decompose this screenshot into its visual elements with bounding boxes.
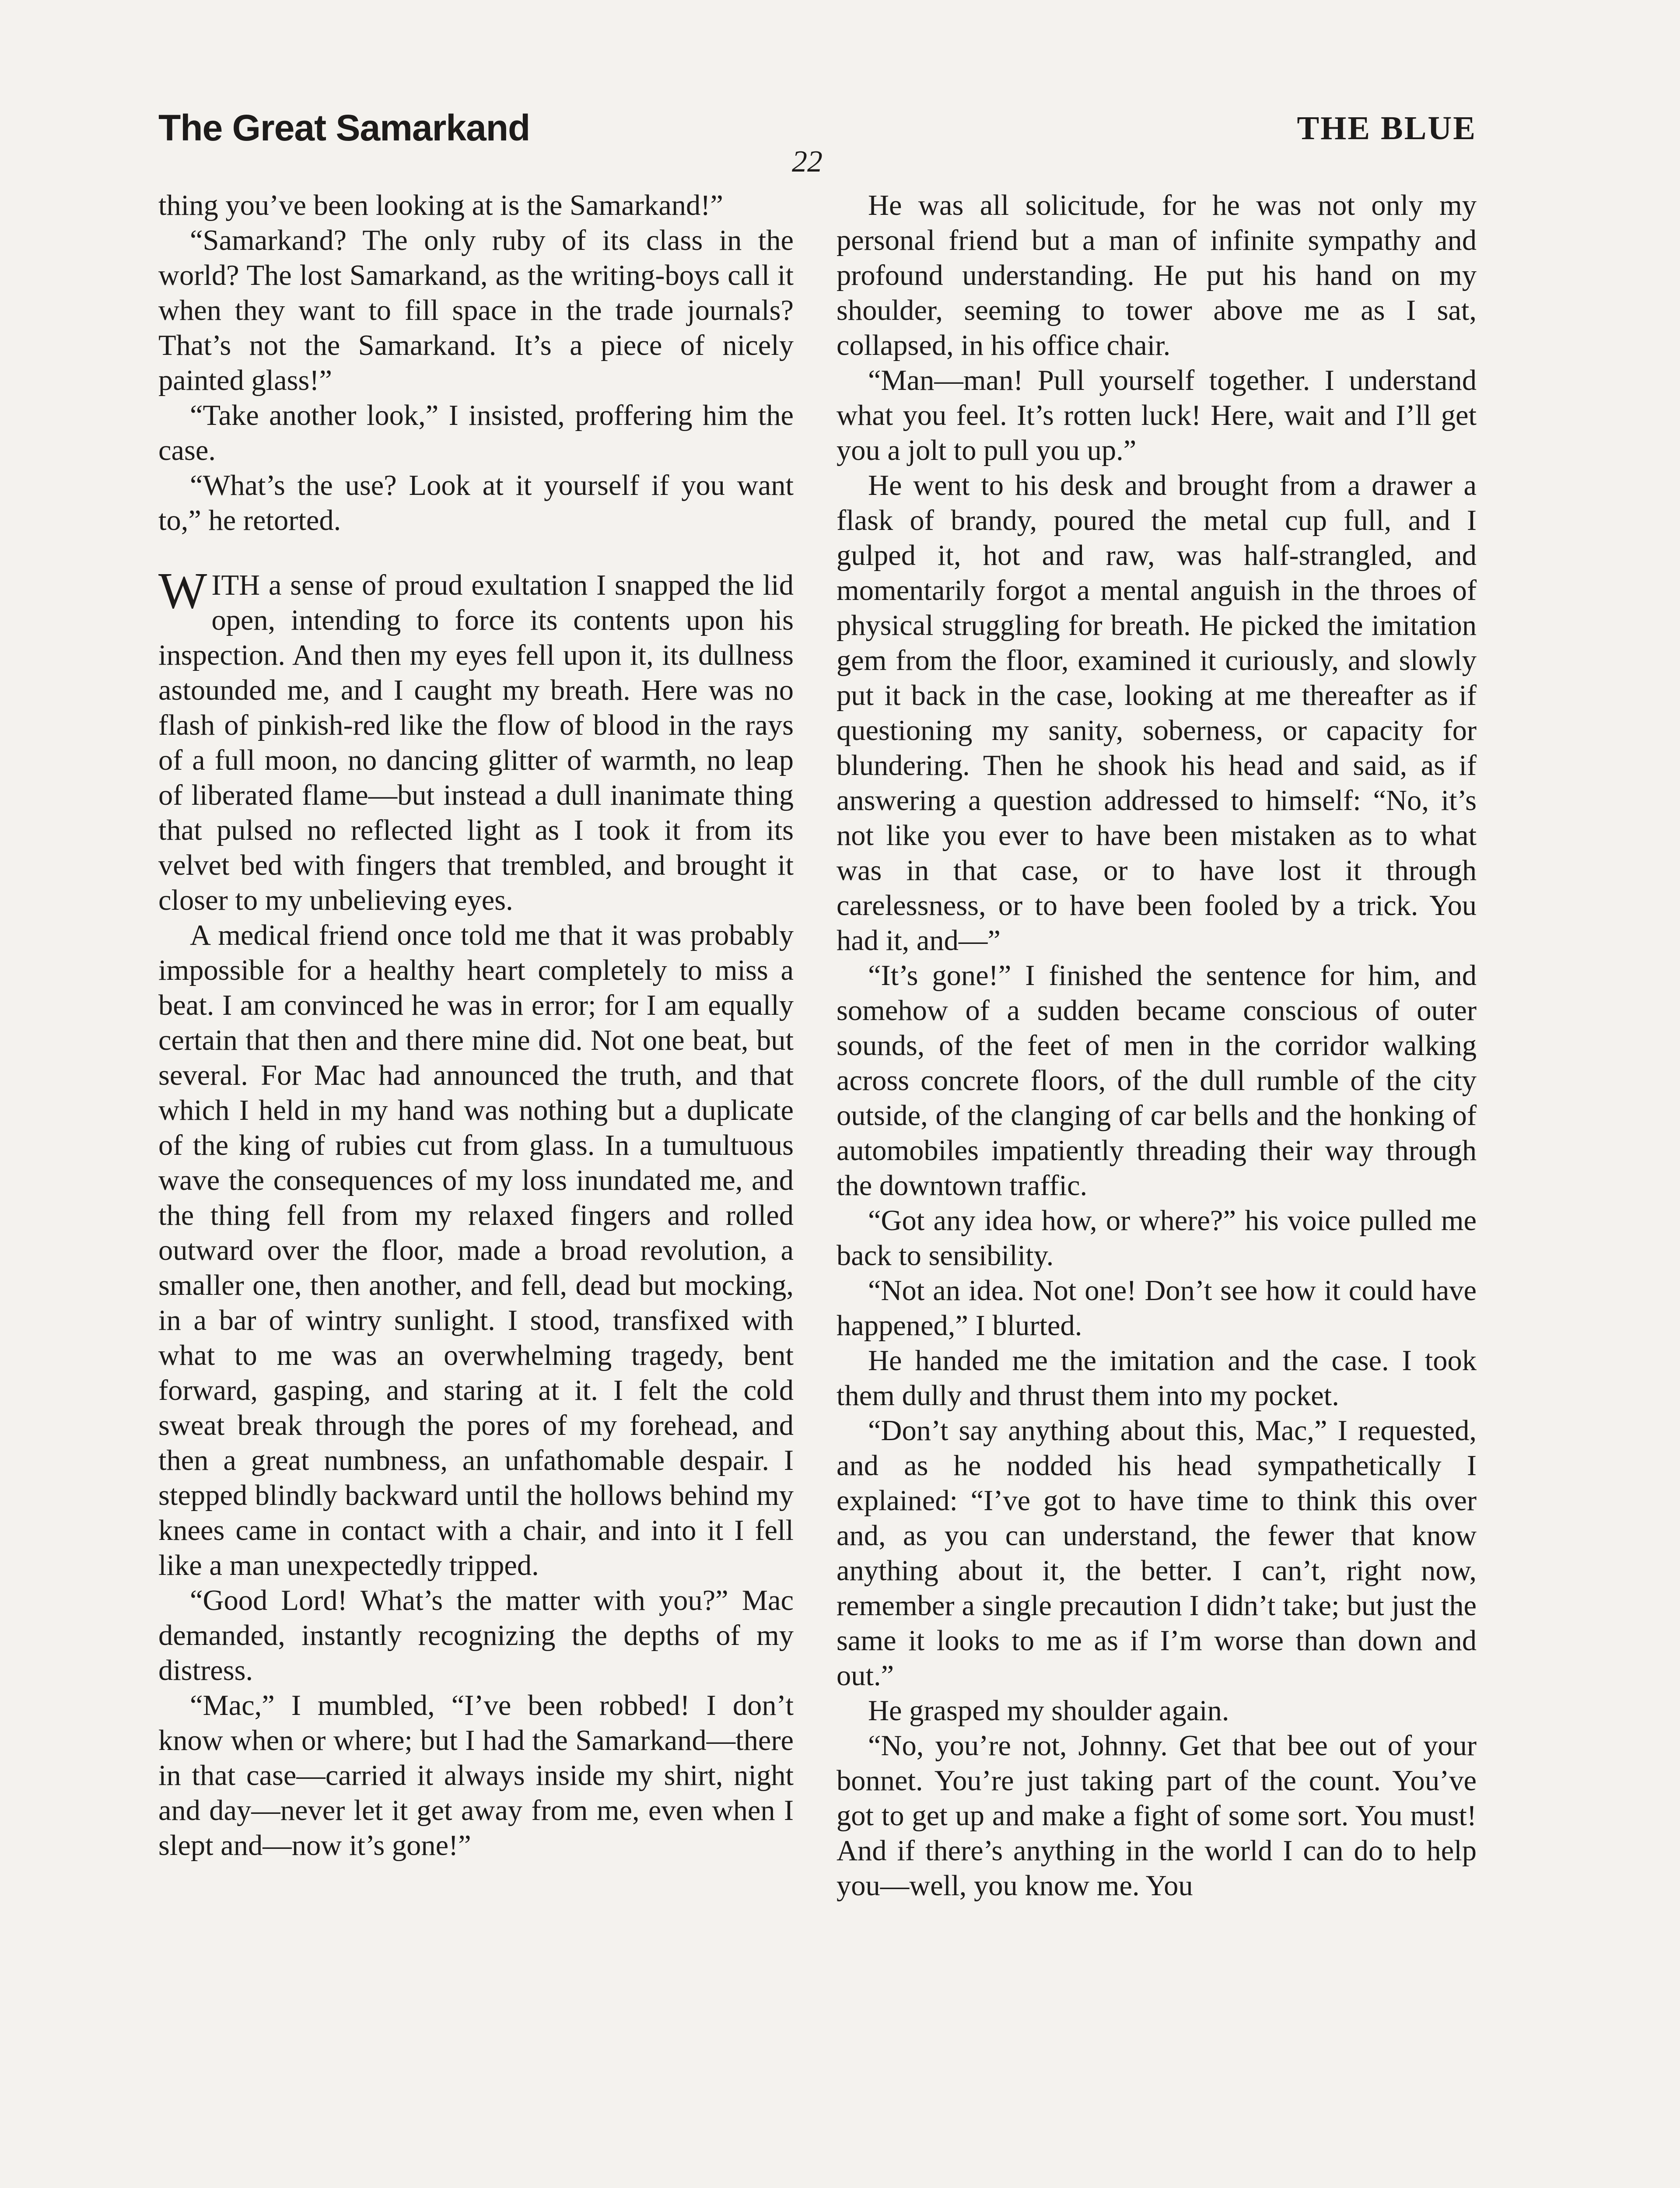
paragraph-text: “Mac,” I mumbled, “I’ve been robbed! I don’t know when or where; but I had the Samarkand—there in that case—carried it always inside my shirt, night and day—never let it get away from me, even when I slept and—now it’s gone!”: [158, 1690, 794, 1862]
paragraph-text: ITH a sense of proud exultation I snapped the lid open, intending to force its contents upon his inspection. And then my eyes fell upon it, its dullness astounded me, and I caught my breath. Here was no flash of pinkish-red like the flow of blood in the rays of a full moon, no dancing glitter of warmth, no leap of liberated flame—but instead a dull inanimate thing that pulsed no reflected light as I took it from its velvet bed with fingers that trembled, and brought it closer to my unbelieving eyes.: [158, 569, 794, 916]
paragraph-text: “Good Lord! What’s the matter with you?” Mac demanded, instantly recognizing the depths of my distress.: [158, 1585, 794, 1687]
paragraph: [836, 1729, 1477, 1904]
paragraph-text: “What’s the use? Look at it yourself if you want to,” he retorted.: [158, 470, 794, 536]
paragraph: [836, 1413, 1477, 1694]
paragraph: [836, 363, 1477, 468]
right-text-column: [836, 188, 1477, 1904]
page-number: 22: [792, 145, 822, 179]
paragraph-text: He handed me the imitation and the case. I took them dully and thrust them into my pocket.: [836, 1345, 1477, 1412]
paragraph: [158, 918, 794, 1583]
paragraph: [836, 468, 1477, 958]
paragraph-text: A medical friend once told me that it was probably impossible for a healthy heart completely to miss a beat. I am convinced he was in error; for I am equally certain that then and there mine did. Not one beat, but several. For Mac had announced the truth, and that which I held in my hand was nothing but a duplicate of the king of rubies cut from glass. In a tumultuous wave the consequences of my loss inundated me, and the thing fell from my relaxed fingers and rolled outward over the floor, made a broad revolution, a smaller one, then another, and fell, dead but mocking, in a bar of wintry sunlight. I stood, transfixed with what to me was an overwhelming tragedy, bent forward, gasping, and staring at it. I felt the cold sweat break through the pores of my forehead, and then a great numbness, an unfathomable despair. I stepped blindly backward until the hollows behind my knees came in contact with a chair, and into it I fell like a man unexpectedly tripped.: [158, 919, 794, 1581]
drop-cap: W: [158, 562, 207, 619]
paragraph-text: “Got any idea how, or where?” his voice pulled me back to sensibility.: [836, 1205, 1477, 1272]
paragraph: [836, 1694, 1477, 1729]
paragraph: [158, 562, 794, 918]
paragraph-text: He went to his desk and brought from a drawer a flask of brandy, poured the metal cup full, and I gulped it, hot and raw, was half-strangled, and momentarily forgot a mental anguish in the throes of physical struggling for breath. He picked the imitation gem from the floor, examined it curiously, and slowly put it back in the case, looking at me thereafter as if questioning my sanity, soberness, or capacity for blundering. Then he shook his head and said, as if answering a question addressed to himself: “No, it’s not like you ever to have been mistaken as to what was in that case, or to have lost it through carelessness, or to have been fooled by a trick. You had it, and—”: [836, 470, 1477, 957]
story-title: The Great Samarkand: [158, 107, 530, 148]
paragraph-text: “Man—man! Pull yourself together. I understand what you feel. It’s rotten luck! Here, wait and I’ll get you a jolt to pull you up.”: [836, 365, 1477, 466]
paragraph-text: He was all solicitude, for he was not only my personal friend but a man of infinite sympathy and profound understanding. He put his hand on my shoulder, seeming to tower above me as I sat, collapsed, in his office chair.: [836, 189, 1477, 361]
paragraph-text: “No, you’re not, Johnny. Get that bee out of your bonnet. You’re just taking part of the count. You’ve got to get up and make a fight of some sort. You must! And if there’s anything in the world I can do to help you—well, you know me. You: [836, 1730, 1477, 1902]
paragraph: [158, 1583, 794, 1688]
paragraph-text: thing you’ve been looking at is the Samarkand!”: [158, 189, 723, 221]
paragraph: [836, 958, 1477, 1203]
left-text-column: [158, 188, 794, 1863]
paragraph: [158, 398, 794, 468]
paragraph: [836, 1273, 1477, 1343]
paragraph: [836, 1343, 1477, 1413]
paragraph-text: “Take another look,” I insisted, proffering him the case.: [158, 400, 794, 466]
magazine-name: THE BLUE: [1297, 110, 1477, 147]
paragraph-text: “Not an idea. Not one! Don’t see how it could have happened,” I blurted.: [836, 1275, 1477, 1342]
paragraph: [158, 468, 794, 538]
paragraph-text: “Samarkand? The only ruby of its class in the world? The lost Samarkand, as the writing-boys call it when they want to fill space in the trade journals? That’s not the Samarkand. It’s a piece of nicely painted glass!”: [158, 224, 794, 396]
paragraph: [158, 223, 794, 398]
paragraph-text: “Don’t say anything about this, Mac,” I requested, and as he nodded his head sympathetically I explained: “I’ve got to have time to think this over and, as you can understand, the fewer that know anything about it, the better. I can’t, right now, remember a single precaution I didn’t take; but just the same it looks to me as if I’m worse than down and out.”: [836, 1415, 1477, 1692]
paragraph-text: He grasped my shoulder again.: [868, 1695, 1229, 1727]
paragraph: [836, 1203, 1477, 1273]
paragraph-text: “It’s gone!” I finished the sentence for him, and somehow of a sudden became conscious of outer sounds, of the feet of men in the corridor walking across concrete floors, of the dull rumble of the city outside, of the clanging of car bells and the honking of automobiles impatiently threading their way through the downtown traffic.: [836, 960, 1477, 1202]
paragraph: [158, 1688, 794, 1863]
paragraph: [158, 188, 794, 223]
paragraph: [836, 188, 1477, 363]
